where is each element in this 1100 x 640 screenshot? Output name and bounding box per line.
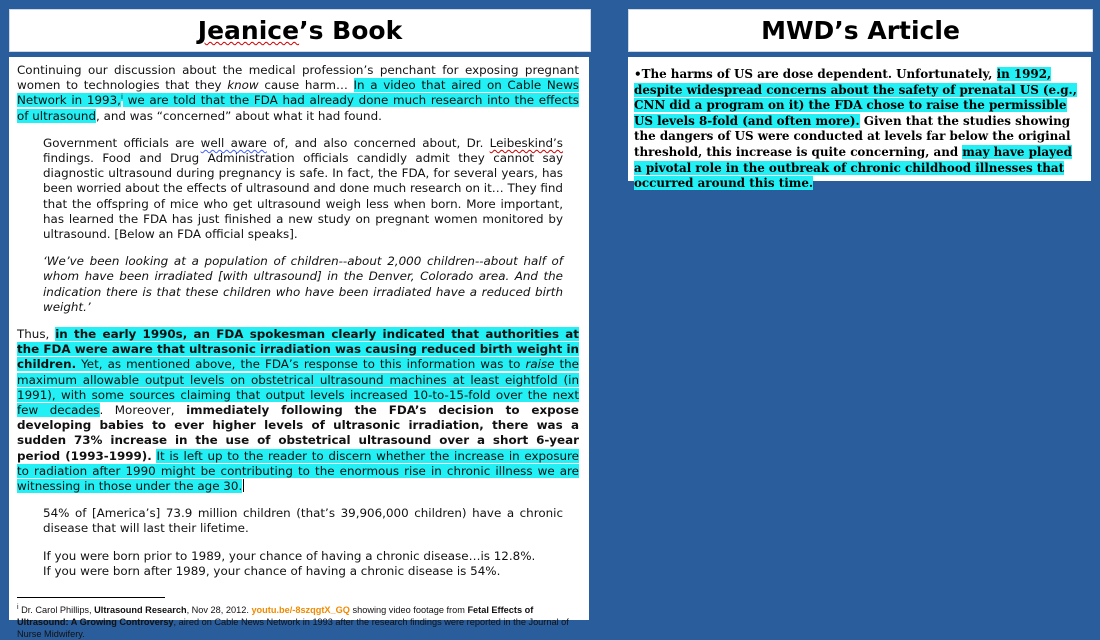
article-title: MWD’s Article	[761, 16, 960, 45]
quote-text-c: findings. Food and Drug Administration officials candidly admit they cannot say diagnostic ultrasound during pregnancy is safe. In fact, the FDA, for several years, has been worried about the effects of ultrasound and done much research on it… They find that the offspring of mice who get ultrasound weigh less when born. More important, has learned the FDA has just finished a new study on pregnant women monitored by ultrasound. [Below an FDA official speaks].	[43, 151, 563, 242]
footnote-youtube-link[interactable]: youtu.be/-8szqgtX_GQ	[251, 605, 350, 616]
book-title-suffix: ’s Book	[299, 16, 403, 45]
intro-highlight-2: we are told that the FDA had already done much research into the effects of ultrasound	[17, 93, 579, 123]
born-before-1989[interactable]: If you were born prior to 1989, your chance of having a chronic disease…is 12.8%.	[43, 548, 536, 563]
analysis-highlight-end: It is left up to the reader to discern whether the increase in exposure to radiation after 1990 might be contributing to the enormous rise in chronic illness we are witnessing in those under the age 30.	[17, 448, 579, 494]
analysis-yet: Yet, as mentioned above, the FDA’s response to this information was to	[76, 357, 526, 372]
footnote-ref: i	[120, 93, 123, 102]
intro-text-c: , and was “concerned” about what it had found.	[96, 108, 382, 123]
statistic-quote[interactable]: 54% of [America’s] 73.9 million children (that’s 39,906,000 children) have a chronic disease that will last their lifetime.	[43, 506, 563, 536]
quote-leibeskind: Leibeskind’s	[489, 135, 563, 150]
quote-text-a: Government officials are	[43, 135, 201, 150]
text-cursor	[243, 479, 244, 492]
intro-know: know	[227, 78, 259, 93]
article-text-b: Given that the studies showing the dangers of US were conducted at levels far below the original threshold, this increase is quite concerning, and	[634, 113, 1071, 159]
intro-text-a: Continuing our discussion about the medical profession’s penchant for exposing pregnant women to technologies that they	[17, 63, 579, 93]
fda-quote-text: ‘We’ve been looking at a population of children--about 2,000 children--about half of whom have been irradiated [with ultrasound] in the Denver, Colorado area. And the indication there is that these children who have been irradiated have a reduced birth weight.’	[43, 254, 563, 314]
article-highlight-1: in 1992, despite widespread concerns about the safety of prenatal US (e.g., CNN did a program on it) the FDA chose to raise the permissible US levels 8-fold (and often more).	[634, 67, 1077, 128]
footnote-divider	[17, 597, 165, 598]
quote-text-b: of, and also concerned about, Dr.	[266, 135, 490, 150]
footnote[interactable]	[17, 604, 579, 640]
intro-paragraph[interactable]	[17, 63, 579, 124]
analysis-bold-2: immediately following the FDA’s decision to expose developing babies to ever higher levels of ultrasonic irradiation, there was a sudden 73% increase in the use of obstetrical ultrasound over a short 6-year period (1993-1999).	[17, 403, 579, 463]
article-title-box	[628, 9, 1093, 52]
footnote-bold-2: Fetal Effects of Ultrasound: A Growing Controversy	[17, 605, 534, 628]
book-title-name: Jeanice	[197, 16, 300, 45]
footnote-text-e: , aired on Cable News Network in 1993 after the research findings were reported in the Journal of Nurse Midwifery.	[17, 617, 569, 640]
intro-text-b: cause harm…	[258, 78, 354, 93]
book-title	[198, 16, 402, 45]
cnn-quote[interactable]	[43, 136, 563, 242]
born-after-1989[interactable]: If you were born after 1989, your chance of having a chronic disease is 54%.	[43, 563, 501, 578]
analysis-bold-1: in the early 1990s, an FDA spokesman clearly indicated that authorities at the FDA were aware that ultrasonic irradiation was causing reduced birth weight in children.	[17, 327, 579, 372]
fda-official-quote[interactable]	[43, 254, 563, 315]
analysis-rest: the maximum allowable output levels on obstetrical ultrasound machines at least eightfold (in 1991), with some sources claiming that output levels increased 10-to-15-fold over the next few decades	[17, 357, 579, 418]
footnote-text-d: showing video footage from	[349, 605, 468, 616]
article-highlight-2: may have played a pivotal role in the outbreak of chronic childhood illnesses that occurred around this time.	[634, 144, 1072, 191]
article-excerpt-panel	[628, 57, 1091, 191]
article-text-a: •The harms of US are dose dependent. Unfortunately,	[634, 67, 997, 81]
footnote-marker: i	[17, 604, 19, 612]
quote-well-aware: well aware	[200, 135, 267, 150]
footnote-bold-1: Ultrasound Research	[94, 605, 187, 616]
book-title-box	[9, 9, 591, 52]
intro-highlight-1: In a video that aired on Cable News Network in 1993,	[17, 78, 579, 108]
book-excerpt-panel	[9, 57, 589, 640]
analysis-moreover: . Moreover,	[99, 403, 187, 418]
analysis-raise: raise	[525, 357, 555, 372]
footnote-text-c: , Nov 28, 2012.	[186, 605, 252, 616]
analysis-thus: Thus,	[17, 327, 56, 342]
analysis-paragraph[interactable]	[17, 327, 579, 494]
article-paragraph[interactable]	[634, 67, 1083, 192]
footnote-text-a: Dr. Carol Phillips,	[18, 605, 95, 616]
